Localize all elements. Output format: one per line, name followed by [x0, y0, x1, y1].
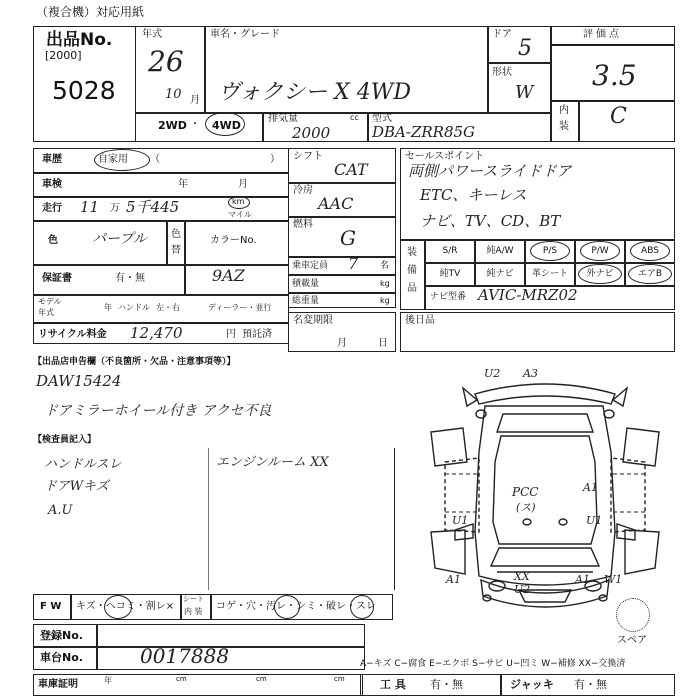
interior-label-2: 装 — [559, 121, 569, 132]
diagram-mark-u2-rear: U2 — [484, 367, 501, 380]
drive-4wd-circle — [205, 112, 245, 136]
equip-ps-circle — [530, 241, 570, 261]
navi-model-label: ナビ型番 — [430, 292, 467, 302]
diagram-center-note-2: (ス) — [516, 501, 536, 514]
tools-label: 工 具 — [380, 678, 406, 691]
form-header-note: （複合機）対応用紙 — [36, 5, 145, 19]
spare-tire-label: スペア — [617, 635, 647, 646]
weight-label: 総重量 — [292, 296, 320, 306]
equipment-label-1: 装 — [407, 247, 417, 258]
garage-year-unit: 年 — [104, 676, 112, 685]
garage-cm-2: cm — [256, 675, 267, 683]
equip-ps: P/S — [542, 246, 558, 256]
seat-label-2: 内 装 — [184, 607, 203, 616]
drive-2wd: 2WD — [158, 119, 187, 132]
interior-value: C — [610, 104, 627, 129]
reg-expiry-month: 月 — [337, 338, 347, 349]
model-year-handle: ハンドル — [118, 303, 150, 312]
spare-tire-icon — [616, 598, 650, 632]
seat-wear-circle — [350, 595, 374, 619]
history-paren-open: （ — [150, 154, 160, 165]
sales-points-label: セールスポイント — [405, 151, 485, 162]
color-label: 色 — [48, 235, 58, 246]
inspection-month-unit: 月 — [238, 179, 248, 190]
drive-4wd: 4WD — [212, 119, 241, 132]
sales-points-line-1: 両側パワースライドドア — [408, 162, 572, 180]
sales-points-line-3: ナビ、TV、CD、BT — [420, 212, 561, 230]
diagram-mark-u1-right-door: U1 — [586, 514, 603, 527]
model-type-value: DBA-ZRR85G — [372, 123, 476, 141]
mileage-km-circle — [228, 196, 250, 209]
fuel-value: G — [340, 226, 356, 250]
equip-pw-circle — [580, 241, 620, 261]
tools-options: 有・無 — [430, 678, 463, 691]
seller-notes-label: 【出品店申告欄（不良箇所・欠品・注意事項等）】 — [33, 357, 236, 367]
model-type-label: 型式 — [372, 113, 392, 124]
equip-pw: P/W — [591, 246, 609, 256]
seller-notes-line-1: DAW15424 — [36, 372, 122, 390]
year-model-month-unit: 月 — [190, 95, 200, 106]
inspector-note-left-3: A.U — [48, 503, 73, 518]
year-model-label: 年式 — [142, 29, 162, 40]
seat-damage-items: コゲ・穴・汚レ・シミ・破レ・スレ — [216, 601, 376, 612]
equip-airbag-circle — [628, 264, 672, 284]
chassis-value: 0017888 — [140, 644, 230, 668]
equip-abs: ABS — [641, 246, 659, 256]
lot-year: [2000] — [45, 49, 82, 62]
mileage-value-2: 5千445 — [126, 198, 180, 216]
warranty-options: 有・無 — [115, 273, 145, 284]
garage-frame — [33, 674, 363, 696]
mileage-unit-1: 万 — [110, 203, 120, 214]
damage-legend: A−キズ C−腐食 E−エクボ S−サビ U−凹ミ W−補修 XX−交換済 — [360, 659, 626, 669]
model-year-dealer: ディーラー・並行 — [208, 303, 272, 312]
equipment-label-3: 品 — [407, 283, 417, 294]
displacement-label: 排気量 — [268, 113, 298, 124]
diagram-center-note-1: PCC — [512, 485, 539, 499]
displacement-value: 2000 — [292, 124, 331, 142]
equip-sunroof: S/R — [442, 246, 458, 256]
shape-label: 形状 — [492, 67, 512, 78]
reg-expiry-label: 名変期限 — [293, 315, 333, 326]
shift-value: CAT — [334, 160, 368, 179]
equip-airbag: エアB — [637, 269, 663, 279]
equip-genuine-tv: 純TV — [439, 269, 461, 279]
interior-label-1: 内 — [559, 105, 569, 116]
history-value: 自家用 — [98, 154, 128, 165]
post-items-label: 後日品 — [405, 315, 435, 326]
inspector-note-right-1: エンジンルーム XX — [216, 455, 329, 470]
drive-dot: ・ — [190, 119, 200, 130]
model-year-label-2: 年式 — [38, 308, 54, 317]
equip-genuine-navi: 純ナビ — [486, 269, 514, 279]
model-year-year-unit: 年 — [104, 303, 112, 312]
diagram-mark-a1-front: A1 — [575, 573, 590, 586]
inspection-year-unit: 年 — [178, 179, 188, 190]
fw-damage-items: キズ・ヘコミ・割レ× — [76, 601, 175, 612]
diagram-mark-xx-front: XX — [514, 570, 530, 583]
inspector-notes-label: 【検査員記入】 — [33, 435, 97, 445]
capacity-unit: 名 — [380, 261, 390, 271]
mileage-unit-mile: マイル — [228, 210, 252, 219]
garage-cm-3: cm — [334, 675, 345, 683]
reg-expiry-day: 日 — [378, 338, 388, 349]
diagram-mark-w1-right-front: W1 — [604, 573, 623, 586]
vehicle-info-frame — [33, 148, 289, 344]
garage-label: 車庫証明 — [38, 679, 78, 690]
color-code-label: カラーNo. — [210, 235, 257, 246]
ac-label: 冷房 — [293, 185, 313, 196]
mileage-unit-km: km — [232, 197, 245, 206]
capacity-label: 乗車定員 — [292, 261, 329, 271]
fuel-label: 燃料 — [293, 219, 313, 230]
year-model-month: 10 — [165, 87, 182, 102]
ac-value: AAC — [318, 194, 354, 213]
equip-leather-seat: 革シート — [531, 269, 568, 279]
diagram-mark-a3-rear: A3 — [523, 367, 538, 380]
weight-unit: kg — [380, 296, 390, 305]
model-year-handle-options: 左・右 — [156, 303, 180, 312]
shape-value: W — [515, 82, 534, 103]
inspector-note-left-1: ハンドルスレ — [44, 457, 122, 472]
diagram-mark-u2-front: U2 — [514, 583, 531, 596]
recycle-label: リサイクル料金 — [38, 329, 107, 340]
recycle-deposit: 預託済 — [242, 329, 272, 340]
history-label: 車歴 — [42, 154, 62, 165]
door-label: ドア — [492, 29, 512, 40]
mileage-label: 走行 — [42, 203, 62, 214]
equip-aftermarket-navi: 外ナビ — [586, 269, 614, 279]
model-year-label-1: モデル — [38, 297, 62, 306]
lot-number: 5028 — [52, 76, 116, 105]
capacity-value: 7 — [348, 254, 359, 273]
post-items-frame — [400, 312, 675, 352]
inspector-note-left-2: ドアWキズ — [44, 479, 109, 494]
car-name-label: 車名・グレード — [210, 29, 280, 40]
history-circle — [94, 149, 150, 171]
lot-label: 出品No. — [46, 30, 113, 50]
grade-score-label: 評価点 — [583, 29, 622, 40]
equip-genuine-aw: 純A/W — [486, 246, 514, 256]
year-model-value: 26 — [148, 45, 184, 78]
load-label: 積載量 — [292, 279, 320, 289]
fw-scratch-circle — [104, 595, 132, 619]
color-swap-1: 色 — [171, 229, 181, 240]
displacement-unit: cc — [350, 113, 359, 122]
color-value: パープル — [92, 231, 147, 247]
seat-stain-circle — [274, 595, 300, 619]
load-unit: kg — [380, 279, 390, 288]
sales-points-line-2: ETC、キーレス — [420, 186, 527, 204]
diagram-mark-a1-right-door: A1 — [583, 481, 598, 494]
equip-abs-circle — [630, 241, 670, 261]
equipment-label-2: 備 — [407, 265, 417, 276]
mileage-value-1: 11 — [80, 198, 100, 216]
equip-aftermarket-navi-circle — [578, 264, 622, 284]
diagram-mark-a1-left-front: A1 — [446, 573, 461, 586]
door-value: 5 — [518, 36, 532, 61]
grade-score-value: 3.5 — [592, 59, 637, 92]
color-code-value: 9AZ — [212, 266, 245, 285]
seller-notes-line-2: ドアミラーホイール付き アクセ不良 — [44, 403, 272, 419]
inspection-label: 車検 — [42, 179, 62, 190]
chassis-label: 車台No. — [40, 651, 83, 664]
diagram-mark-u1-left-door: U1 — [452, 514, 469, 527]
registration-label: 登録No. — [40, 629, 83, 642]
jack-label: ジャッキ — [510, 678, 554, 691]
recycle-value: 12,470 — [130, 324, 183, 342]
navi-model-value: AVIC-MRZ02 — [478, 286, 578, 304]
warranty-label: 保証書 — [42, 273, 72, 284]
jack-options: 有・無 — [574, 678, 607, 691]
car-name-value: ヴォクシー X 4WD — [218, 80, 412, 105]
recycle-unit: 円 — [226, 329, 236, 340]
seat-label-1: シート — [183, 595, 204, 603]
garage-cm-1: cm — [176, 675, 187, 683]
shift-label: シフト — [293, 151, 323, 162]
history-paren-close: ） — [270, 154, 280, 165]
fw-label: F W — [40, 601, 62, 612]
color-swap-2: 替 — [171, 245, 181, 256]
